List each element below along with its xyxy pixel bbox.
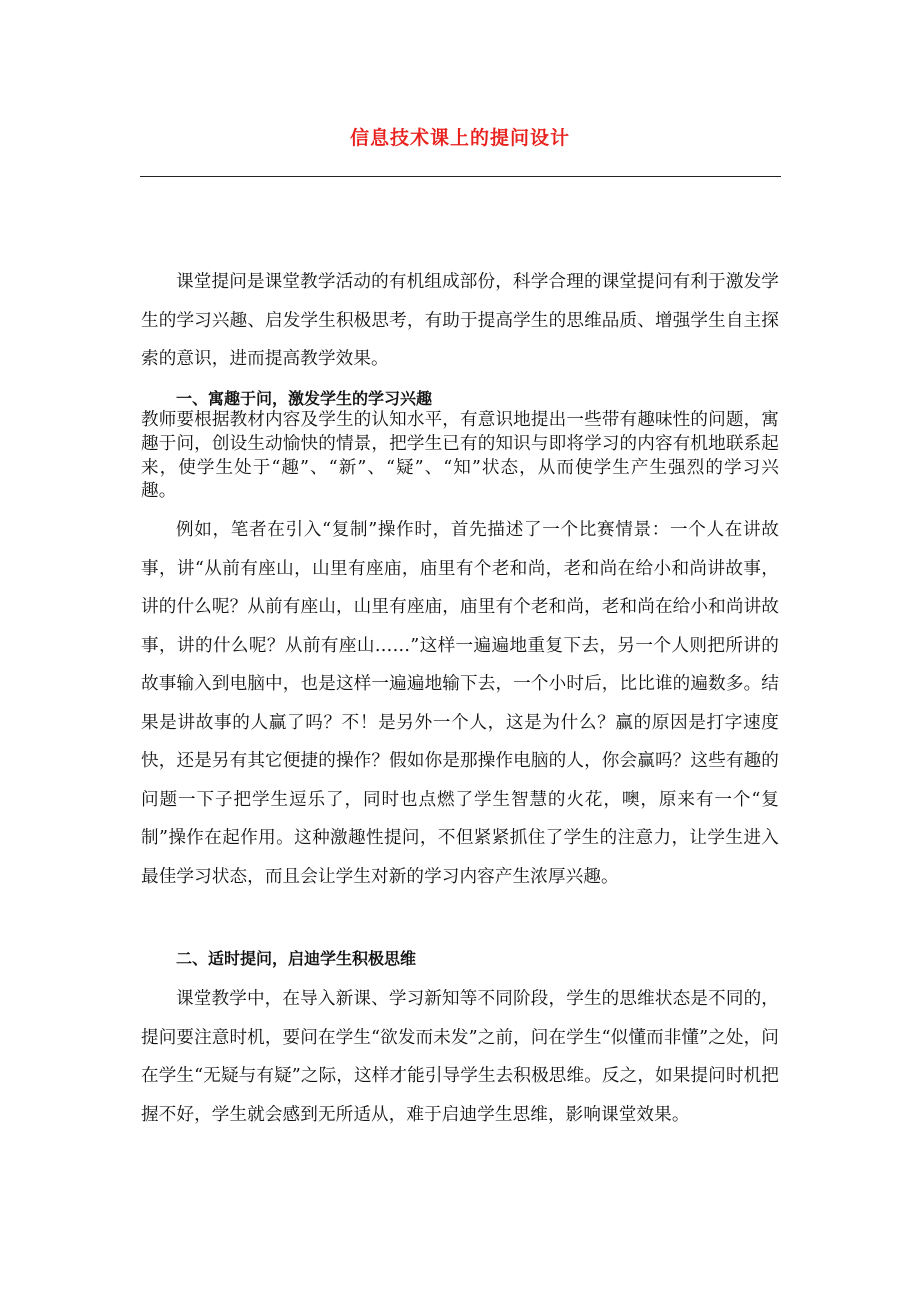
section-2-heading: 二、适时提问，启迪学生积极思维 <box>176 949 417 968</box>
intro-paragraph: 课堂提问是课堂教学活动的有机组成部份，科学合理的课堂提问有利于激发学生的学习兴趣、启发学生积极思考，有助于提高学生的思维品质、增强学生自主探索的意识，进而提高教学效果。 <box>141 272 779 369</box>
section-1-paragraph-2: 例如，笔者在引入“复制”操作时，首先描述了一个比赛情景：一个人在讲故事，讲“从前有座山，山里有座庙，庙里有个老和尚，老和尚在给小和尚讲故事，讲的什么呢？从前有座山，山里有座庙，庙里有个老和尚，老和尚在给小和尚讲故事，讲的什么呢？从前有座山……”这样一遍遍地重复下去，另一个人则把所讲的故事输入到电脑中，也是这样一遍遍地输下去，一个小时后，比比谁的遍数多。结果是讲故事的人赢了吗？不！是另外一个人，这是为什么？赢的原因是打字速度快，还是另有其它便捷的操作？假如你是那操作电脑的人，你会赢吗？这些有趣的问题一下子把学生逗乐了，同时也点燃了学生智慧的火花，噢，原来有一个“复制”操作在起作用。这种激趣性提问，不但紧紧抓住了学生的注意力，让学生进入最佳学习状态，而且会让学生对新的学习内容产生浓厚兴趣。 <box>141 520 779 887</box>
section-1-paragraph-1: 教师要根据教材内容及学生的认知水平，有意识地提出一些带有趣味性的问题，寓趣于问，创设生动愉快的情景，把学生已有的知识与即将学习的内容有机地联系起来，使学生处于“趣”、“新”、“疑”、“知”状态，从而使学生产生强烈的学习兴趣。 <box>141 410 779 502</box>
section-1-heading: 一、寓趣于问，激发学生的学习兴趣 <box>176 389 433 408</box>
section-2-paragraph-1: 课堂教学中，在导入新课、学习新知等不同阶段，学生的思维状态是不同的，提问要注意时机，要问在学生“欲发而未发”之前，问在学生“似懂而非懂”之处，问在学生“无疑与有疑”之际，这样才能引导学生去积极思维。反之，如果提问时机把握不好，学生就会感到无所适从，难于启迪学生思维，影响课堂效果。 <box>141 989 779 1125</box>
document-title: 信息技术课上的提问设计 <box>349 127 570 149</box>
title-divider <box>140 176 781 177</box>
